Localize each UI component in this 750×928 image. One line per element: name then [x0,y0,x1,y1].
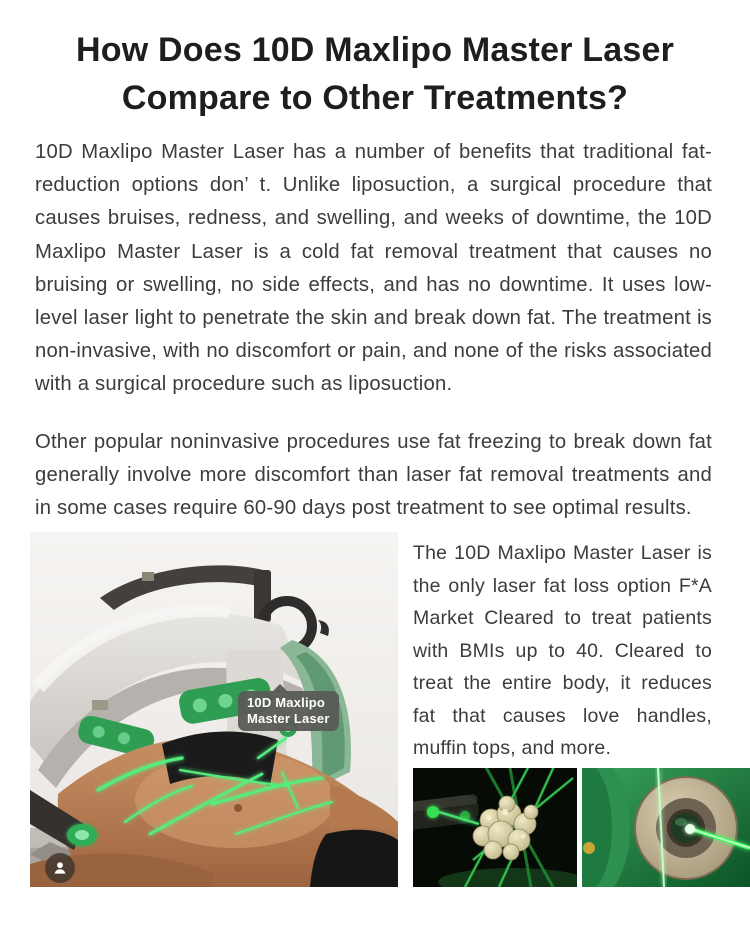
fat-cells-illustration [413,768,577,887]
user-icon [52,860,68,876]
machine-label [238,691,339,731]
treatment-photo-illustration [30,532,398,887]
machine-label-line1: 10D Maxlipo [247,695,326,711]
thumb-fat-cells-photo [413,768,577,887]
comparison-paragraph: Other popular noninvasive procedures use fat freezing to break down fat generally involve more discomfort than laser fat removal treatments and in some cases require 60-90 days post treatment to see optimal results. [35,430,712,520]
thumb-laser-aperture-photo [582,768,750,887]
media-section [30,532,750,887]
right-column [413,532,750,887]
page-title [30,26,720,122]
laser-aperture-illustration [582,768,750,887]
intro-paragraph: 10D Maxlipo Master Laser has a number of benefits that traditional fat-reduction options don’ t. Unlike liposuction, a surgical procedure that causes bruises, redness, and swelling, and weeks of downtime, the 10D Maxlipo Master Laser is a cold fat removal treatment that causes no bruising or swelling, no side effects, and has no downtime. It uses low-level laser light to penetrate the skin and break down fat. The treatment is non-invasive, with no discomfort or pain, and none of the risks associated with a surgical procedure such as liposuction. [35,141,712,396]
treatment-photo [30,532,398,887]
machine-label-line2: Master Laser [247,710,330,726]
page-title-line1: How Does 10D Maxlipo Master Laser [75,31,674,69]
benefits-paragraph: The 10D Maxlipo Master Laser is the only laser fat loss option F*A Market Cleared to treat patients with BMIs up to 40. Cleared to treat the entire body, it reduces fat that causes love handles, muffin tops, and more. [413,542,712,760]
article-page [0,26,750,928]
thumbnail-row [413,768,750,887]
page-title-line2: Compare to Other Treatments? [121,79,629,117]
